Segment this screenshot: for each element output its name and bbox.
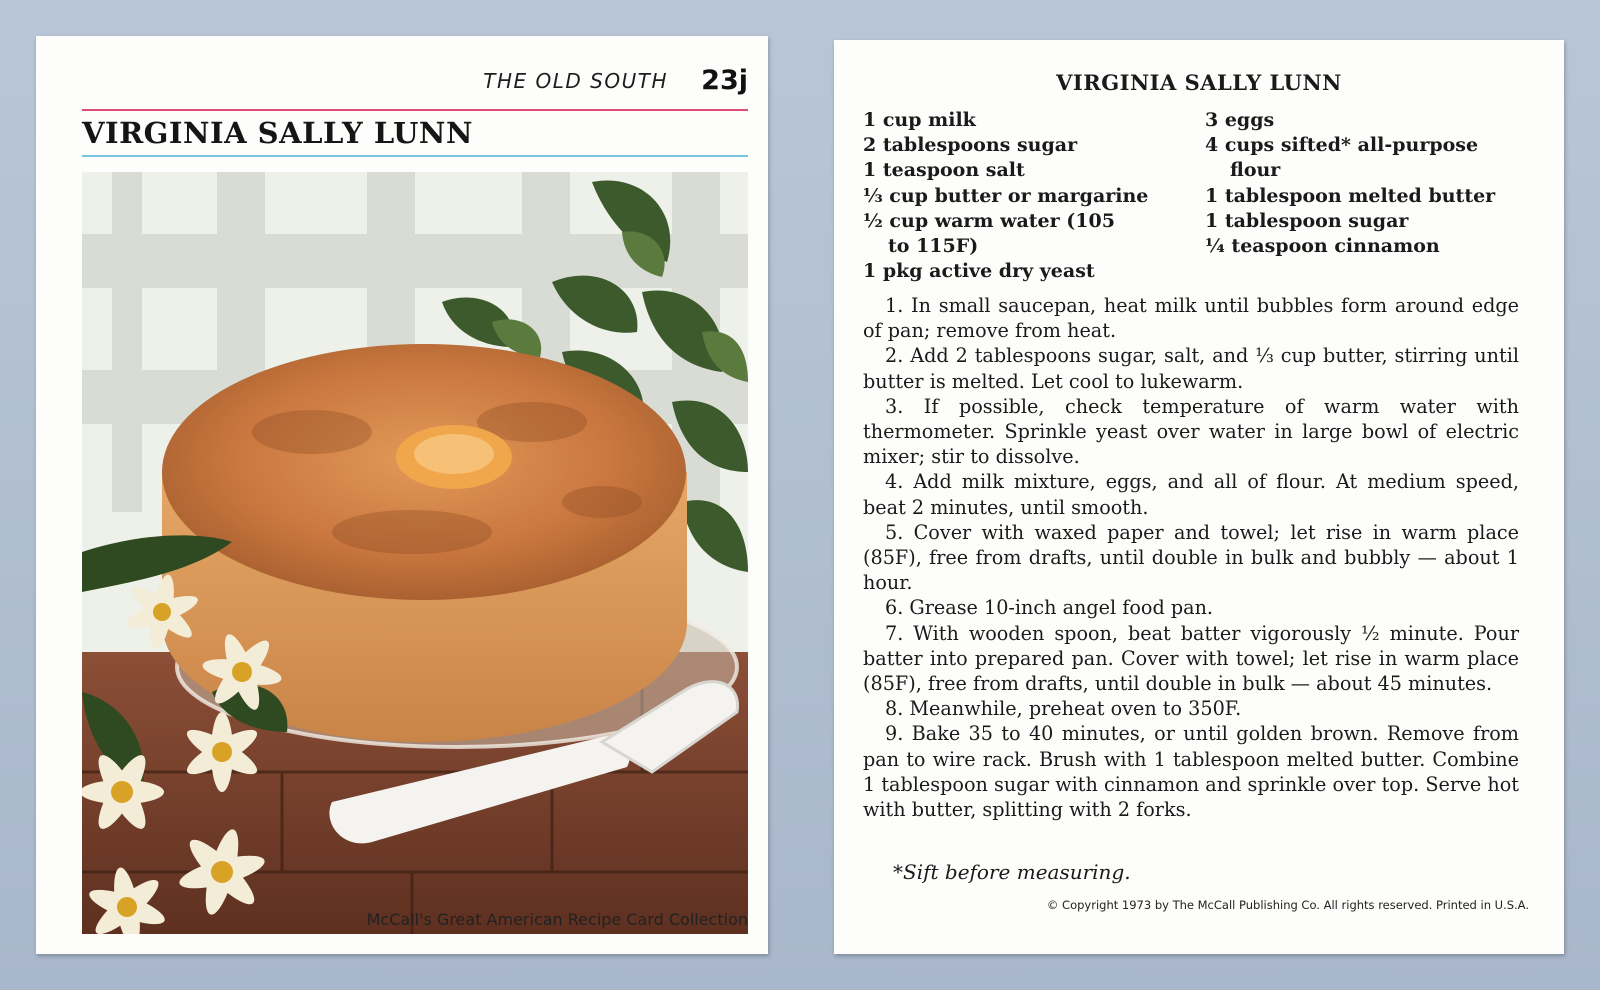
ingredient-item: ⅓ cup butter or margarine [863, 184, 1149, 207]
instructions-list [863, 293, 1519, 822]
instruction-step: 5. Cover with waxed paper and towel; let rise in warm place (85F), free from drafts, until double in bulk and bubbly — about 1 hour. [863, 520, 1519, 595]
instruction-step: 9. Bake 35 to 40 minutes, or until golden brown. Remove from pan to wire rack. Brush with 1 tablespoon melted butter. Combine 1 tablespoon sugar with cinnamon and sprinkle over top. Serve hot with butter, splitting with 2 forks. [863, 722, 1519, 822]
ingredient-item: ½ cup warm water (105 [863, 209, 1115, 232]
ingredient-item: 1 tablespoon melted butter [1205, 184, 1496, 207]
instruction-step: 1. In small saucepan, heat milk until bubbles form around edge of pan; remove from heat. [863, 294, 1519, 343]
category-label: THE OLD SOUTH [483, 69, 668, 93]
instruction-step: 8. Meanwhile, preheat oven to 350F. [885, 697, 1242, 721]
ingredient-item: to 115F) [888, 235, 979, 258]
recipe-photo [82, 172, 748, 934]
ingredients-left-column [863, 108, 1148, 284]
ingredient-item: 1 teaspoon salt [863, 159, 1025, 182]
pink-rule [82, 109, 748, 111]
ingredient-item: 1 cup milk [863, 109, 976, 131]
collection-footer: McCall's Great American Recipe Card Collection [366, 910, 748, 929]
ingredient-item: 4 cups sifted* all-purpose [1205, 134, 1479, 157]
recipe-card-front [36, 36, 768, 954]
ingredient-item: 1 pkg active dry yeast [863, 260, 1095, 283]
instruction-step: 3. If possible, check temperature of warm water with thermometer. Sprinkle yeast over water in large bowl of electric mixer; stir to dissolve. [863, 394, 1519, 469]
recipe-card-back [834, 40, 1564, 954]
recipe-title: VIRGINIA SALLY LUNN [82, 116, 473, 150]
instruction-step: 6. Grease 10-inch angel food pan. [885, 596, 1214, 620]
ingredient-item: 2 tablespoons sugar [863, 134, 1078, 157]
instruction-step: 4. Add milk mixture, eggs, and all of flour. At medium speed, beat 2 minutes, until smooth. [863, 470, 1519, 519]
ingredient-item: ¼ teaspoon cinnamon [1205, 235, 1440, 258]
ingredients-right-column [1205, 108, 1495, 259]
card-number: 23j [701, 65, 748, 96]
ingredient-item: 1 tablespoon sugar [1205, 209, 1409, 232]
blue-rule [82, 155, 748, 157]
instruction-step: 7. With wooden spoon, beat batter vigorously ½ minute. Pour batter into prepared pan. Cover with towel; let rise in warm place (85F), free from drafts, until double in bulk — about 45 minutes. [863, 621, 1519, 696]
ingredient-item: 3 eggs [1205, 109, 1275, 131]
instruction-step: 2. Add 2 tablespoons sugar, salt, and ⅓ cup butter, stirring until butter is melted. Let cool to lukewarm. [863, 344, 1519, 393]
copyright-notice: © Copyright 1973 by The McCall Publishing Co. All rights reserved. Printed in U.S.A. [1046, 898, 1529, 912]
sift-note: *Sift before measuring. [893, 860, 1131, 884]
ingredient-item: flour [1230, 159, 1281, 182]
recipe-title-back: VIRGINIA SALLY LUNN [1056, 70, 1342, 95]
